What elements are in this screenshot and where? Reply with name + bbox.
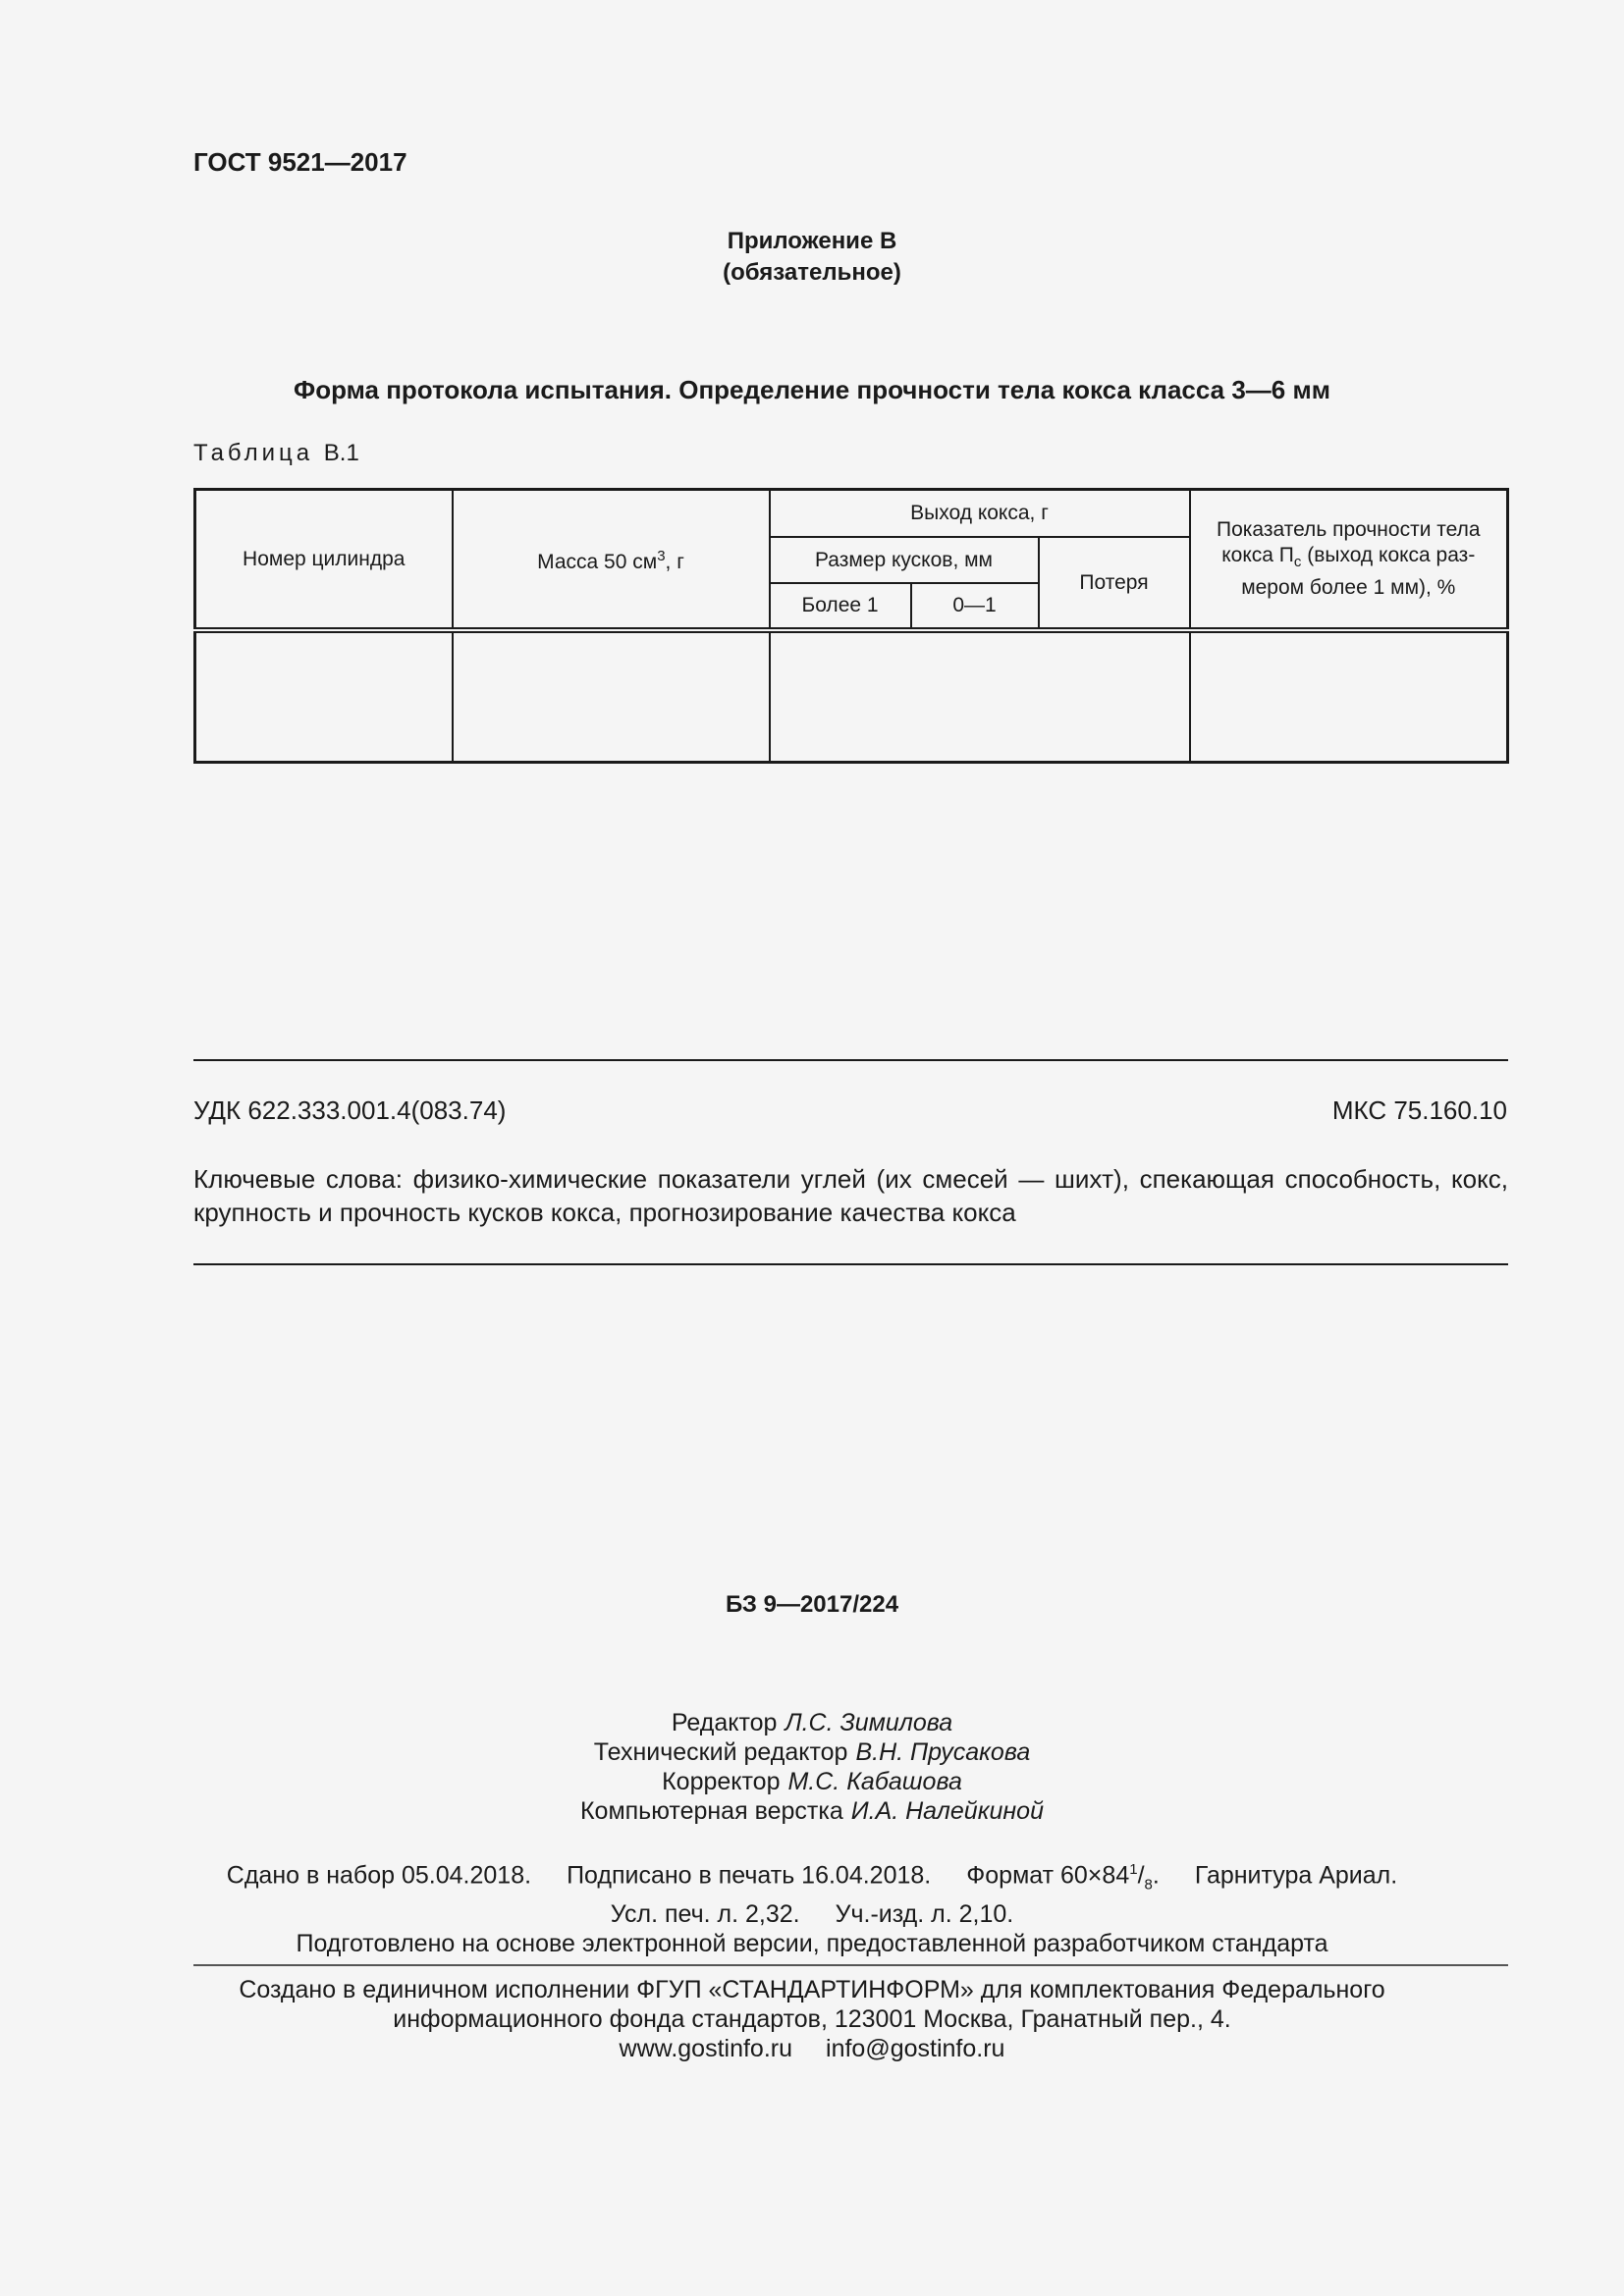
cell-mass: [453, 630, 770, 763]
udk-code: УДК 622.333.001.4(083.74): [193, 1095, 507, 1125]
standard-number: ГОСТ 9521—2017: [193, 147, 407, 177]
protocol-table: [193, 488, 1509, 764]
mks-code: МКС 75.160.10: [1331, 1095, 1507, 1125]
header-cylinder-number: Номер цилиндра: [195, 490, 453, 631]
header-coke-yield: Выход кокса, г: [770, 490, 1190, 538]
contacts: [0, 2034, 1624, 2063]
print-details: [0, 1855, 1624, 1958]
print-line-1: Сдано в набор 05.04.2018. Подписано в печать 16.04.2018. Формат $60\times 84^1/_8$. Гарнитура Ариал.: [226, 1861, 1398, 1894]
appendix-title: Приложение В: [727, 228, 897, 254]
header-more-than-1: Более 1: [770, 583, 911, 630]
divider-top: [193, 1059, 1508, 1061]
staff-credits: [0, 1708, 1624, 1826]
keywords: Ключевые слова: физико-химические показатели углей (их смесей — шихт), спекающая способность, кокс, крупность и прочность кусков кокса, прогнозирование качества кокса: [193, 1164, 1508, 1227]
website-link[interactable]: www.gostinfo.ru: [619, 2035, 793, 2062]
credit-tech-editor: Технический редактор В.Н. Прусакова: [593, 1738, 1031, 1766]
header-piece-size: Размер кусков, мм: [770, 537, 1039, 583]
table-label-number: В.1: [323, 440, 359, 466]
created-info: [0, 1975, 1624, 2063]
credit-layout: Компьютерная верстка И.А. Налейкиной: [579, 1797, 1044, 1825]
header-mass: Масса 50 $см^3$, г: [453, 490, 770, 631]
appendix-heading: [0, 226, 1624, 289]
cell-cylinder-number: [195, 630, 453, 763]
table-label-word: Таблица: [193, 440, 314, 466]
cell-coke-yield: [770, 630, 1190, 763]
table-label: [193, 440, 359, 467]
created-line-1: Создано в единичном исполнении ФГУП «СТАНДАРТИНФОРМ» для комплектования Федерального: [239, 1976, 1385, 2003]
credit-proofreader: Корректор М.С. Кабашова: [662, 1768, 962, 1795]
divider-imprint: [193, 1964, 1508, 1966]
email-link[interactable]: info@gostinfo.ru: [826, 2035, 1005, 2062]
appendix-status: (обязательное): [723, 259, 901, 286]
header-loss: Потеря: [1039, 537, 1190, 630]
print-line-3: Подготовлено на основе электронной версии, предоставленной разработчиком стандарта: [296, 1930, 1328, 1958]
print-line-2: Усл. печ. л. 2,32. Уч.-изд. л. 2,10.: [610, 1900, 1014, 1929]
divider-bottom: [193, 1263, 1508, 1265]
created-line-2: информационного фонда стандартов, 123001 Москва, Гранатный пер., 4.: [393, 2005, 1231, 2033]
table-row: [195, 630, 1508, 763]
form-title: Форма протокола испытания. Определение прочности тела кокса класса 3—6 мм: [294, 375, 1330, 404]
header-0-1: 0—1: [911, 583, 1039, 630]
credit-editor: Редактор Л.С. Зимилова: [671, 1709, 953, 1736]
cell-strength-index: [1190, 630, 1508, 763]
header-strength-index: Показатель прочности тела кокса $П_с$ (выход кокса раз-мером более 1 мм), %: [1190, 490, 1508, 631]
bz-code: БЗ 9—2017/224: [725, 1591, 899, 1618]
